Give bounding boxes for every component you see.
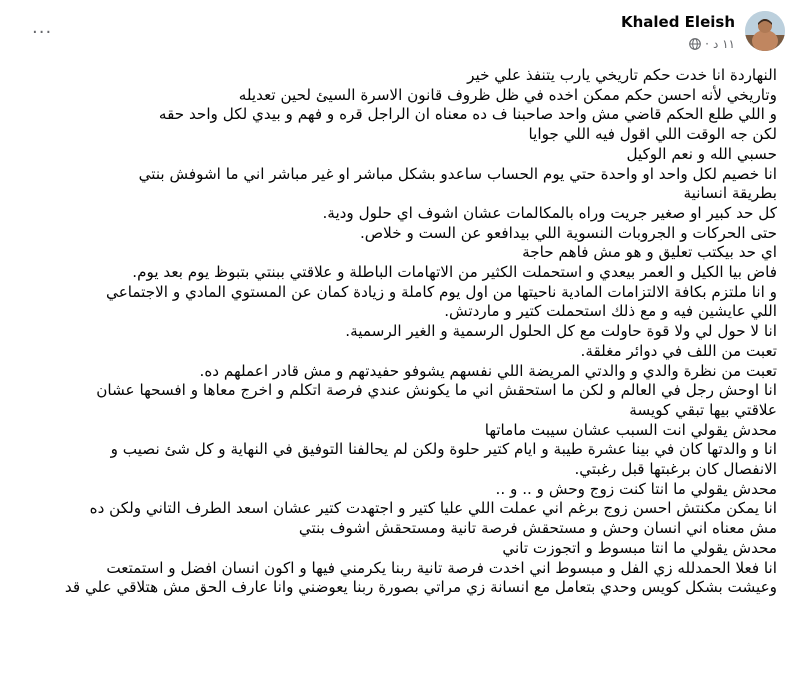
post-text-line: انا خصيم لكل واحد او واحدة حتي يوم الحساب ساعدو بشكل مباشر او غير مباشر اني ما اشوفش بنتي [138,164,777,183]
more-options-icon[interactable]: ··· [32,22,53,43]
post-text-line: انا و والدتها كان في بينا عشرة طيبة و ايام كتير حلوة ولكن لم يحالفنا التوفيق في النهاية و كل شئ نصيب و [110,440,777,459]
post-meta [689,37,735,51]
post-header [0,0,791,62]
post-text-line: محدش يقولي ما انتا مبسوط و اتجوزت تاني [502,538,777,557]
post-text-line: حتى الحركات و الجروبات النسوية اللي بيدافعو عن الست و خلاص. [359,223,777,242]
post-text-line: محدش يقولي ما انتا كنت زوج وحش و .. و .. [495,479,777,498]
avatar[interactable] [745,11,785,51]
post-text-line: اي حد بيكتب تعليق و هو مش فاهم حاجة [522,243,777,262]
post-text-line: تعبت من اللف في دوائر مغلقة. [580,341,777,360]
post-text-line: تعبت من نظرة والدي و والدتي المريضة اللي نفسهم يشوفو حفيدتهم و مش قادر اعملهم ده. [199,361,777,380]
post-text-line: مش معناه اني انسان وحش و مستحقش فرصة تانية ومستحقش اشوف بنتي [298,519,777,538]
meta-separator: · [705,37,709,51]
post-text-line: اللي عايشين فيه و مع ذلك استحملت كتير و ماردتش. [444,302,777,321]
post-body [38,66,777,598]
post-text-line: محدش يقولي انت السبب عشان سيبت ماماتها [484,420,777,439]
post-text-line: انا لا حول لي ولا قوة حاولت مع كل الحلول الرسمية و الغير الرسمية. [345,322,777,341]
post-text-line: وعيشت بشكل كويس وحدي بتعامل مع انسانة زي مراتي بصورة ربنا يعوضني وانا عارف الحق مش هتلاقي علي قد [64,578,777,597]
post-text-line: بطريقة انسانية [683,184,777,203]
post-text-line: انا يمكن مكنتش احسن زوج برغم اني عملت اللي عليا كتير و اجتهدت كتير عشان اسعد الطرف التاني ولكن ده [89,499,777,518]
post-text-line: انا فعلا الحمدلله زي الفل و مبسوط اني اخدت فرصة تانية ربنا يكرمني فيها و اكون انسان افضل و استمتعت [106,558,777,577]
post-text-line: علاقتي بيها تبقي كويسة [629,400,777,419]
post-text-line: الانفصال كان برغبتها قبل رغبتي. [574,460,777,479]
post-text-line: كل حد كبير او صغير جريت وراه بالمكالمات عشان اشوف اي حلول ودية. [322,203,777,222]
post-text-line: النهاردة انا خدت حكم تاريخي يارب يتنفذ علي خير [467,66,777,84]
post-time[interactable]: ١١ د [712,37,735,51]
post-text-line: فاض بيا الكيل و العمر بيعدي و استحملت الكثير من الاتهامات الباطلة و علاقتي ببنتي بتبوظ يوم بعد يوم. [132,263,777,282]
post-text-line: و انا ملتزم بكافة الالتزامات المادية ناحيتها من اول يوم كاملة و زيادة كمان عن المستوي المادي و الاجتماعي [106,282,777,301]
globe-icon [689,38,701,50]
post-text-line: و اللي طلع الحكم قاضي مش واحد صاحبنا ف ده معناه ان الراجل قره و فهم و بيدي لكل واحد حقه [158,105,777,124]
post-text-line: لكن جه الوقت اللي اقول فيه اللي جوايا [528,125,777,144]
post-text-line: حسبي الله و نعم الوكيل [626,144,777,163]
post-text-line: انا اوحش رجل في العالم و لكن ما استحقش اني ما يكونش عندي فرصة اتكلم و اخرج معاها و افسحها عشان [96,381,777,400]
post-text-line: وتاريخي لأنه احسن حكم ممكن اخده في ظل ظروف قانون الاسرة السيئ لحين تعديله [238,85,777,104]
author-name[interactable]: Khaled Eleish [620,13,735,31]
